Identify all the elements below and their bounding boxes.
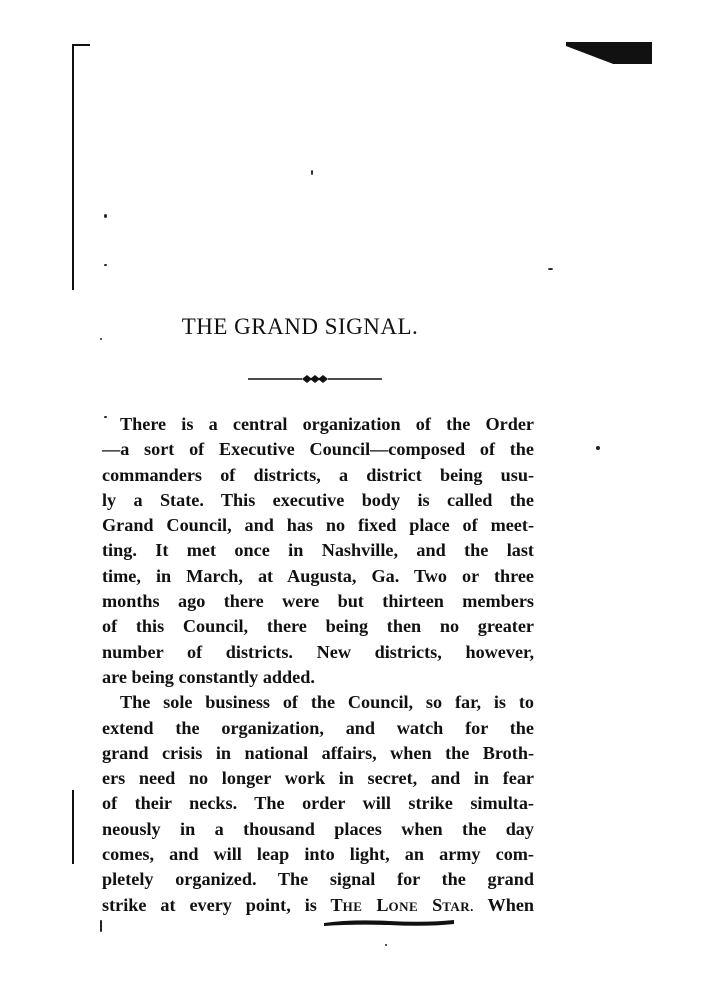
small-caps-initial: S	[432, 894, 443, 915]
small-caps-initial: T	[330, 894, 343, 915]
text-line: ers need no longer work in secret, and in fear	[102, 768, 534, 789]
scan-speck	[104, 214, 107, 218]
text-line: months ago there were but thirteen members	[102, 591, 534, 612]
title-ornament	[248, 372, 382, 386]
text-line-final	[102, 893, 534, 919]
text-line: comes, and will leap into light, an army com-	[102, 844, 534, 865]
text-line: ly a State. This executive body is called the	[102, 489, 534, 510]
text-line: of their necks. The order will strike simulta-	[102, 793, 534, 814]
text-line: commanders of districts, a district being usu-	[102, 464, 534, 485]
chapter-title: THE GRAND SIGNAL.	[181, 314, 419, 339]
body-text	[102, 412, 534, 919]
text-line: number of districts. New districts, however,	[102, 641, 534, 662]
small-caps-rest: TAR.	[442, 898, 474, 914]
text-line: The sole business of the Council, so far, is to	[120, 692, 534, 713]
text-line: pletely organized. The signal for the grand	[102, 869, 534, 890]
scan-speck	[104, 264, 107, 266]
text-line: neously in a thousand places when the day	[102, 818, 534, 839]
scan-speck	[548, 268, 553, 270]
text-fragment: When	[487, 894, 535, 915]
text-line: time, in March, at Augusta, Ga. Two or three	[102, 565, 534, 586]
text-line: are being constantly added.	[102, 666, 315, 687]
scan-speck	[596, 446, 600, 450]
small-caps-phrase	[330, 895, 473, 915]
scan-speck	[311, 170, 313, 175]
text-line: grand crisis in national affairs, when the Broth-	[102, 742, 534, 763]
scan-speck	[100, 920, 102, 932]
text-line: of this Council, there being then no greater	[102, 616, 534, 637]
small-caps-rest: HE	[342, 898, 363, 914]
text-fragment: strike at every point, is	[102, 894, 317, 915]
underline-swash	[322, 918, 456, 928]
scan-speck	[385, 944, 387, 946]
small-caps-initial: L	[376, 894, 389, 915]
margin-rule-tick	[72, 44, 90, 46]
scan-speck	[100, 338, 102, 340]
text-line: Grand Council, and has no fixed place of meet-	[102, 515, 534, 536]
text-line: —a sort of Executive Council—composed of the	[102, 439, 534, 460]
text-line: There is a central organization of the Order	[120, 414, 534, 434]
margin-rule-lower	[72, 790, 74, 864]
small-caps-rest: ONE	[388, 898, 419, 914]
text-line: ting. It met once in Nashville, and the last	[102, 540, 534, 561]
text-line: extend the organization, and watch for the	[102, 717, 534, 738]
page-tab-mark	[566, 42, 652, 64]
margin-rule	[72, 44, 74, 290]
